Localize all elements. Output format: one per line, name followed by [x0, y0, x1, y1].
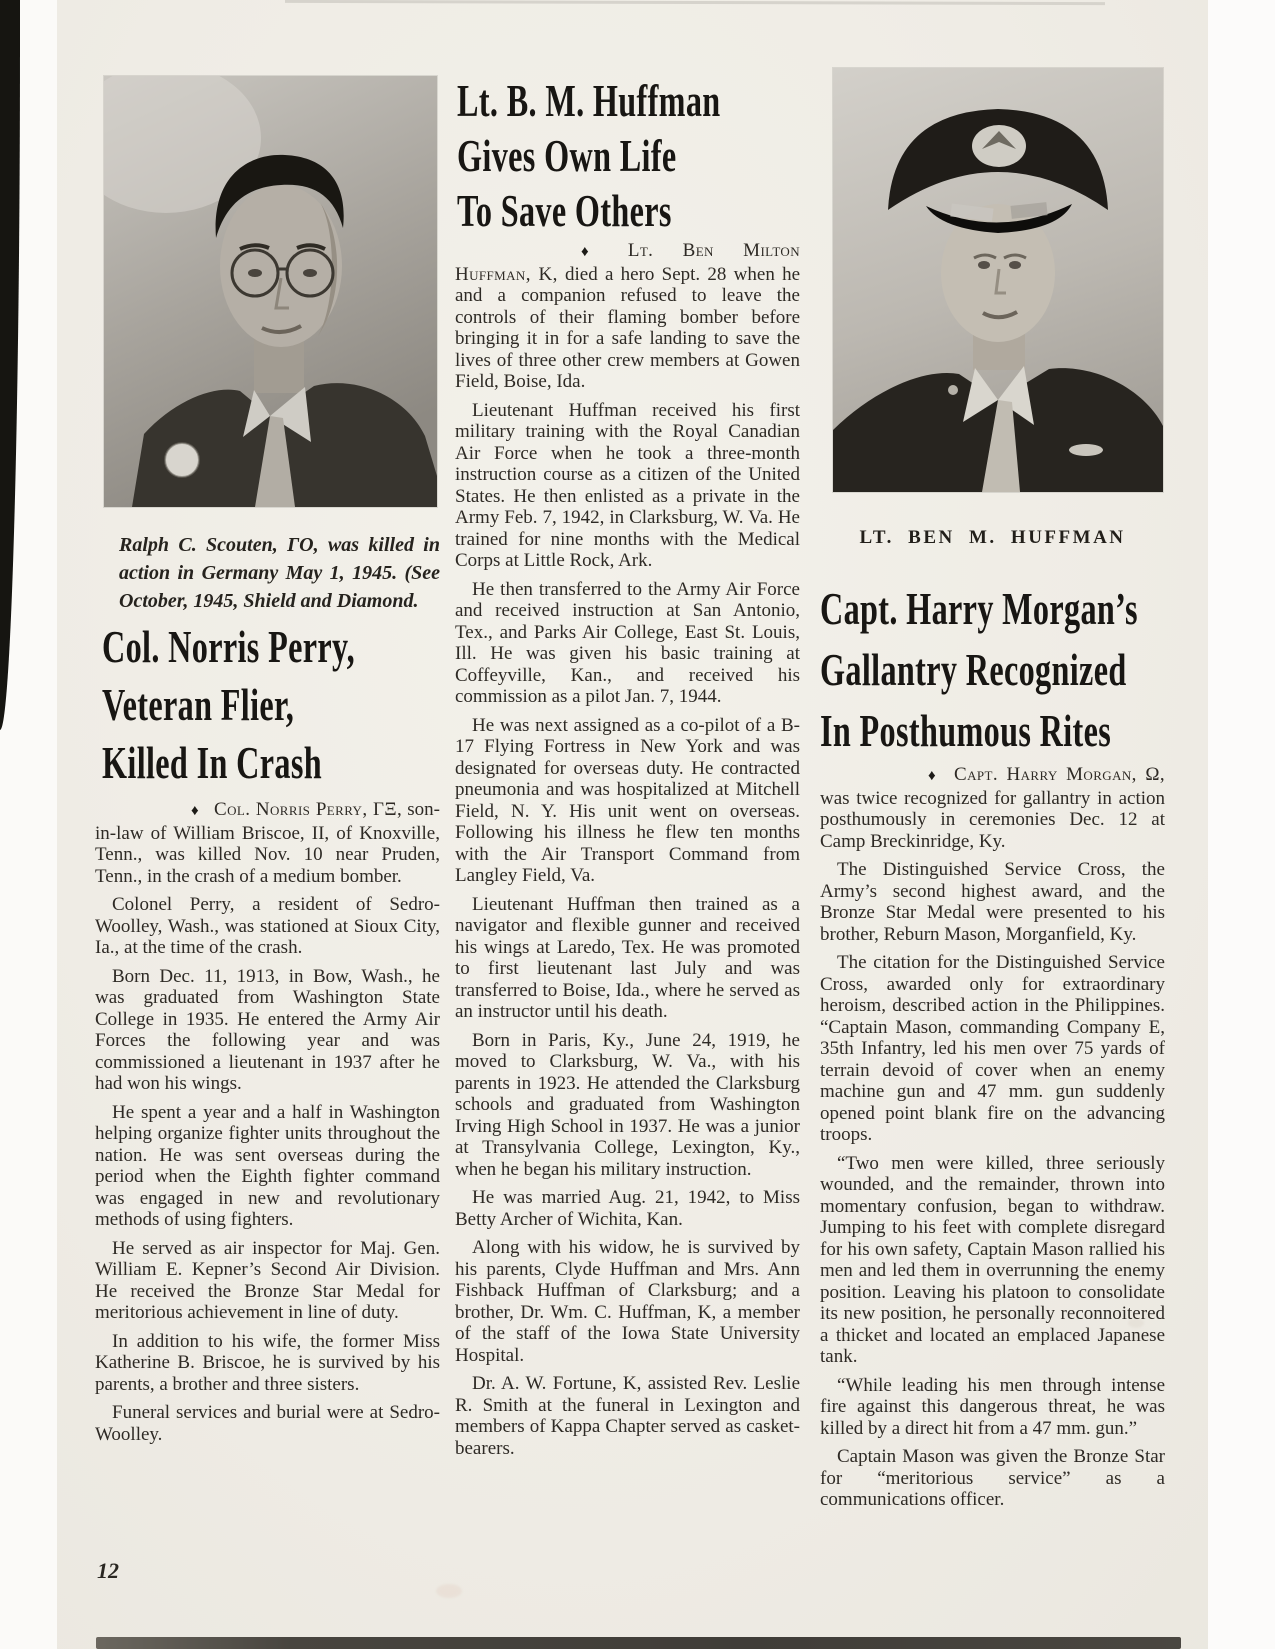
lead-in-name: Lt. Ben Milton Huffman, K, [455, 240, 801, 285]
article-paragraph: Lieutenant Huffman received his first military training with the Royal Canadian Air Force when he took a three-month instruction course as a citizen of the United States. He then enlisted as a private in the Army Feb. 7, 1942, in Clarksburg, W. Va. He trained for nine months with the Medical Corps at Little Rock, Ark. [455, 399, 800, 571]
article-paragraph: Captain Mason was given the Bronze Star for “meritorious service” as a communications officer. [820, 1446, 1165, 1510]
scan-line-artifact [285, 0, 1105, 5]
article-norris-perry [95, 799, 440, 1445]
photo-ben-huffman [833, 68, 1163, 492]
paper-smudge [436, 1584, 462, 1598]
headline-line: Killed In Crash [102, 737, 322, 788]
headline-line: Lt. B. M. Huffman [457, 75, 721, 126]
article-paragraph: Dr. A. W. Fortune, K, assisted Rev. Leslie R. Smith at the funeral in Lexington and members of Kappa Chapter served as casket-bearers. [455, 1373, 800, 1459]
article-paragraph: The Distinguished Service Cross, the Army’s second highest award, and the Bronze Star Medal were presented to his brother, Reburn Mason, Morganfield, Ky. [820, 859, 1165, 945]
article-paragraph: In addition to his wife, the former Miss Katherine B. Briscoe, he is survived by his parents, a brother and three sisters. [95, 1330, 440, 1395]
lead-in-name: Capt. Harry Morgan, Ω, [954, 764, 1165, 785]
article-paragraph: He was next assigned as a co-pilot of a B-17 Flying Fortress in New York and was designated for overseas duty. He contracted pneumonia and was hospitalized at Mitchell Field, N. Y. His unit went on overseas. Following his illness he flew ten months with the Air Transport Command from Langley Field, Va. [455, 714, 800, 886]
scan-bottom-artifact [96, 1637, 1181, 1649]
lead-in-rest: son-in-law of William Briscoe, II, of Knoxville, Tenn., was killed Nov. 10 near Pruden, Tenn., in the crash of a medium bomber. [95, 799, 440, 887]
lead-in-rest: was twice recognized for gallantry in action posthumously in ceremonies Dec. 12 at Camp Breckinridge, Ky. [820, 787, 1165, 852]
article-paragraph: Born Dec. 11, 1913, in Bow, Wash., he was graduated from Washington State College in 1935. He entered the Army Air Forces the following year and was commissioned a lieutenant in 1937 after he had won his wings. [95, 965, 440, 1094]
article-paragraph: He served as air inspector for Maj. Gen. William E. Kepner’s Second Air Division. He received the Bronze Star Medal for meritorious achievement in line of duty. [95, 1237, 440, 1323]
photo-caption-huffman: LT. BEN M. HUFFMAN [859, 527, 1126, 548]
headline-line: To Save Others [457, 185, 672, 236]
article-paragraph: The citation for the Distinguished Service Cross, awarded only for extraordinary heroism, described action in the Philippines. “Captain Mason, commanding Company E, 35th Infantry, led his men over 75 yards of terrain devoid of cover when an enemy machine gun and 47 mm. gun suddenly opened point blank fire on the advancing troops. [820, 952, 1165, 1145]
portrait-illustration [104, 76, 437, 507]
article-bm-huffman [455, 240, 800, 1459]
article-lead-paragraph [820, 764, 1165, 852]
article-harry-morgan [820, 764, 1165, 1511]
headline-line: In Posthumous Rites [820, 705, 1112, 756]
lead-in-rest: died a hero Sept. 28 when he and a companion refused to leave the controls of their flaming bomber before bringing it in for a safe landing to save the lives of three other crew members at Gowen Field, Boise, Ida. [455, 263, 800, 392]
article-paragraph: “While leading his men through intense fire against this dangerous threat, he was killed by a direct hit from a 47 mm. gun.” [820, 1374, 1165, 1439]
article-paragraph: He then transferred to the Army Air Force and received instruction at San Antonio, Tex., and Parks Air College, East St. Louis, Ill. He was given his basic training at Coffeyville, Kan., and received his commission as a pilot Jan. 7, 1944. [455, 578, 800, 707]
diamond-icon: ♦ [928, 768, 940, 784]
article-lead-paragraph [95, 799, 440, 887]
headline-line: Capt. Harry Morgan’s [820, 583, 1138, 634]
scan-margin-right [1208, 0, 1275, 1649]
article-paragraph: Funeral services and burial were at Sedro-Woolley. [95, 1402, 440, 1445]
article-paragraph: Colonel Perry, a resident of Sedro-Woolley, Wash., was stationed at Sioux City, Ia., at the time of the crash. [95, 894, 440, 958]
diamond-icon: ♦ [581, 244, 613, 260]
article-paragraph: He was married Aug. 21, 1942, to Miss Betty Archer of Wichita, Kan. [455, 1187, 800, 1230]
article-lead-paragraph [455, 240, 800, 393]
article-paragraph: Lieutenant Huffman then trained as a navigator and flexible gunner and received his wings at Laredo, Tex. He was promoted to first lieutenant last July and was transferred to Boise, Ida., where he served as an instructor until his death. [455, 893, 800, 1022]
lead-in-name: Col. Norris Perry, ΓΞ, [214, 799, 403, 820]
page-number: 12 [97, 1558, 119, 1583]
headline-line: Gives Own Life [457, 130, 677, 181]
headline-line: Gallantry Recognized [820, 644, 1127, 695]
article-paragraph: Along with his widow, he is survived by his parents, Clyde Huffman and Mrs. Ann Fishback Huffman of Clarksburg; and a brother, Dr. Wm. C. Huffman, K, a member of the staff of the Iowa State University Hospital. [455, 1237, 800, 1366]
headline-harry-morgan [820, 578, 1274, 761]
photo-caption-scouten: Ralph C. Scouten, ΓΟ, was killed in action in Germany May 1, 1945. (See October, 1945, Shield and Diamond. [119, 534, 440, 612]
article-paragraph: “Two men were killed, three seriously wounded, and the remainder, thrown into momentary confusion, began to withdraw. Jumping to his feet with complete disregard for his own safety, Captain Mason rallied his men and led them in overrunning the enemy position. Leaving his platoon to consolidate its new position, he personally reconnoitered a thicket and located an emplaced Japanese tank. [820, 1152, 1165, 1367]
diamond-icon: ♦ [191, 803, 200, 819]
photo-ralph-scouten [104, 76, 437, 507]
headline-norris-perry [102, 618, 464, 792]
headline-line: Col. Norris Perry, [102, 621, 356, 672]
headline-line: Veteran Flier, [102, 679, 295, 730]
article-paragraph: He spent a year and a half in Washington helping organize fighter units throughout the nation. He was sent overseas during the period when the Eighth fighter command was engaged in new and revolutionary methods of using fighters. [95, 1101, 440, 1230]
article-paragraph: Born in Paris, Ky., June 24, 1919, he moved to Clarksburg, W. Va., with his parents in 1923. He attended the Clarksburg schools and graduated from Washington Irving High School in 1937. He was a junior at Transylvania College, Lexington, Ky., when he began his military instruction. [455, 1029, 800, 1180]
portrait-illustration [833, 68, 1163, 492]
headline-bm-huffman [457, 73, 834, 238]
